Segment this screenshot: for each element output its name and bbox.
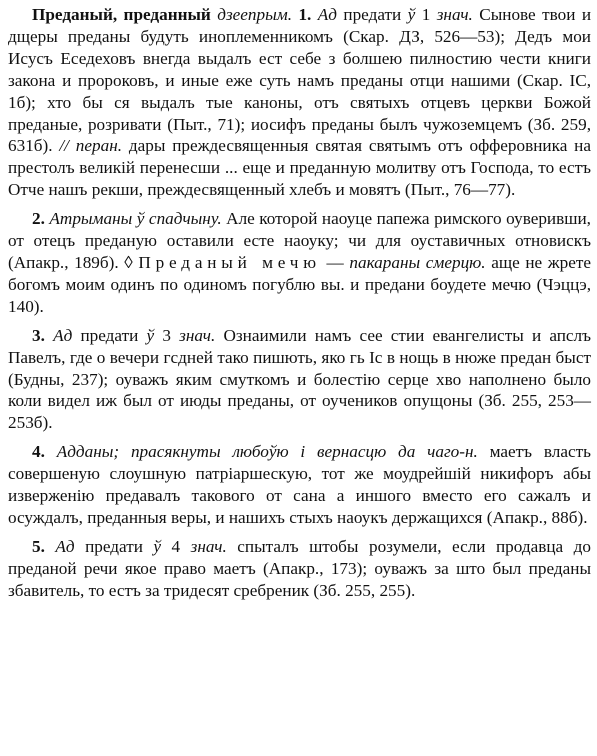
entry-bold-text: 5. bbox=[32, 536, 45, 556]
entry-italic-text: знач. bbox=[179, 325, 216, 345]
entry-spaced-text: Преданый мечю bbox=[138, 252, 321, 272]
entry-text: Але которой наоуце папежа римского оуверивши, от отецъ преданую оставили есте наоуку; чи для оуставичных отновискъ (Апакр., 189б). ◊ bbox=[8, 209, 591, 272]
entry-bold-text: 1. bbox=[298, 5, 312, 24]
sense-5-paragraph bbox=[8, 536, 591, 602]
entry-italic-text: знач. bbox=[436, 5, 473, 24]
entry-italic-text: Ад bbox=[53, 325, 73, 345]
entry-text bbox=[45, 537, 56, 556]
entry-text: 3 bbox=[154, 325, 180, 345]
entry-italic-text: знач. bbox=[190, 536, 227, 556]
sense-3-paragraph bbox=[8, 325, 591, 435]
entry-italic-text: пакараны смерцю. bbox=[349, 252, 486, 272]
entry-bold-text: 4. bbox=[32, 442, 45, 462]
entry-text bbox=[45, 442, 57, 461]
entry-text: Сынове твои и дщеры преданы будуть иноплеменникомъ (Скар. ДЗ, 526—53); Дедъ мои Исусъ Еседеховъ внегда выдалъ ест себе з болшею пилностию чести книги закона и пророковъ, и иные еже суть намъ преданы отци нашими (Скар. ІС, 1б); хто бы ся выдалъ тые каноны, отъ святыхъ отцевъ церкви Божой преданые, розривати (Пыт., 71); иосифъ преданы былъ чужоземцемъ (Зб. 259, 631б). bbox=[8, 5, 592, 156]
entry-text: 1 bbox=[415, 5, 437, 24]
entry-italic-text: ў bbox=[407, 5, 416, 24]
entry-text: предати bbox=[336, 5, 408, 24]
entry-italic-text: ў bbox=[146, 325, 155, 345]
sense-4-paragraph bbox=[8, 441, 591, 529]
entry-text: дары преждесвященныя святая святымъ отъ офферовника на престолъ великій перенесши ... еще и преданную молитву отъ Господа, то естъ Отче нашъ рекши, преждесвященный хлебъ и мовятъ (Пыт., 76—77). bbox=[8, 136, 592, 200]
entry-italic-text: Ад bbox=[55, 536, 75, 556]
entry-italic-text: Адданы; прасякнуты любоўю і вернасцю да чаго-н. bbox=[56, 442, 478, 462]
entry-italic-text: Ад bbox=[317, 5, 337, 24]
entry-text: аще не жрете богомъ моим одинъ по одиномъ погублю вы. и предани боудете мечю (Чэццэ, 140). bbox=[8, 252, 591, 316]
sense-1-paragraph bbox=[8, 4, 591, 201]
entry-text bbox=[45, 326, 53, 345]
entry-bold-text: Преданый, преданный bbox=[32, 5, 211, 24]
entry-bold-text: 3. bbox=[32, 325, 45, 345]
sense-2-paragraph bbox=[8, 208, 591, 318]
entry-text: спыталъ штобы розумели, если продавца до преданой речи якое право маетъ (Апакр., 173); оуважъ за што был преданы збавитель, то естъ за тридесят сребреник (Зб. 255, 255). bbox=[8, 536, 592, 600]
entry-text: 4 bbox=[161, 536, 191, 556]
entry-text: Ознаимили намъ сее стии евангелисты и апслъ Павелъ, где о вечери гсдней тако пишють, яко гь Іс в нощь в нюже предан быст (Будны, 237); оуважъ яким смуткомъ и болестію серце хво наполнено было коли видел иж был от июды преданы, от оучеников опущоны (Зб. 255, 253—253б). bbox=[8, 325, 592, 433]
entry-italic-text: // перан. bbox=[59, 136, 123, 156]
entry-text: — bbox=[320, 252, 350, 272]
entry-italic-text: дзеепрым. bbox=[217, 5, 293, 24]
entry-text: маетъ власть совершеную слоушную патріаршескую, тот же моудрейшій никифоръ абы изверженію предавалъ такового от сана а иншого вместо его сажалъ и осуждалъ, преданныя веры, и нашихъ стыхъ наоукъ держащихся (Апакр., 88б). bbox=[8, 442, 591, 527]
entry-bold-text: 2. bbox=[32, 209, 45, 229]
entry-text: предати bbox=[74, 536, 154, 556]
entry-text: предати bbox=[72, 325, 147, 345]
entry-italic-text: Атрыманы ў спадчыну. bbox=[49, 209, 222, 229]
entry-italic-text: ў bbox=[153, 536, 162, 556]
